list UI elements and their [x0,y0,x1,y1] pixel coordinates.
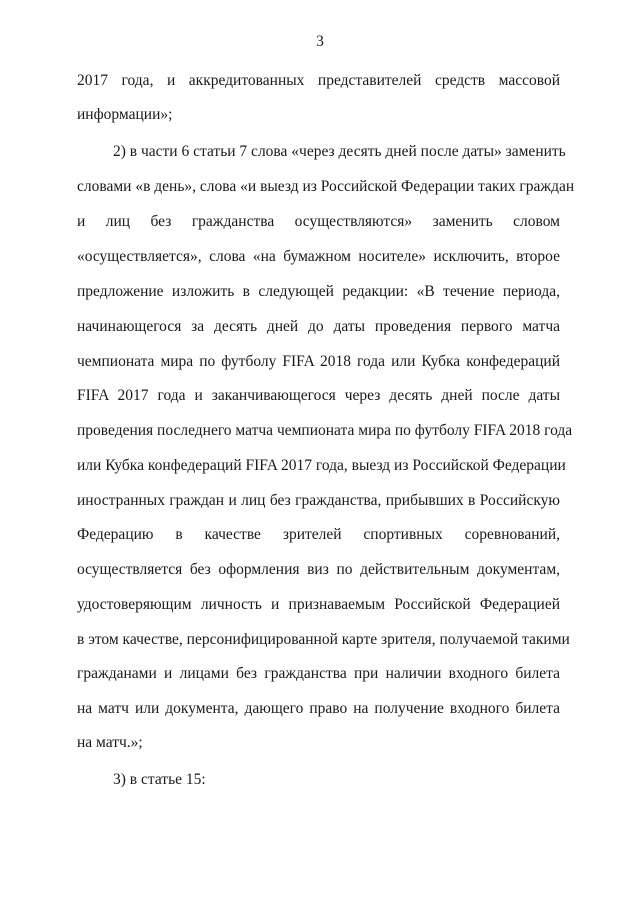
text-line: 3) в статье 15: [113,771,206,788]
text-line: на матч или документа, дающего право на получение входного билета [77,700,560,717]
text-line: предложение изложить в следующей редакции: «В течение периода, [77,283,560,300]
text-line: информации»; [77,106,173,123]
text-line: и лиц без гражданства осуществляются» заменить словом [77,213,560,230]
text-line: гражданами и лицами без гражданства при наличии входного билета [77,665,560,682]
text-line: или Кубка конфедераций FIFA 2017 года, выезд из Российской Федерации [77,457,566,474]
text-line: чемпионата мира по футболу FIFA 2018 года или Кубка конфедераций [77,353,560,370]
text-line: словами «в день», слова «и выезд из Российской Федерации таких граждан [77,178,575,195]
text-line: осуществляется без оформления виз по действительным документам, [77,561,560,578]
text-line: начинающегося за десять дней до даты проведения первого матча [77,318,560,335]
text-line: иностранных граждан и лиц без гражданства, прибывших в Российскую [77,492,560,509]
text-line: в этом качестве, персонифицированной карте зрителя, получаемой такими [77,631,570,648]
page-number: 3 [316,33,324,50]
text-line: 2) в части 6 статьи 7 слова «через десять дней после даты» заменить [113,143,566,160]
text-line: проведения последнего матча чемпионата мира по футболу FIFA 2018 года [77,422,573,439]
text-line: на матч.»; [77,734,143,751]
text-line: FIFA 2017 года и заканчивающегося через десять дней после даты [77,387,560,404]
text-line: удостоверяющим личность и признаваемым Российской Федерацией [77,596,560,613]
text-line: 2017 года, и аккредитованных представителей средств массовой [77,72,560,89]
text-line: Федерацию в качестве зрителей спортивных соревнований, [77,526,560,543]
text-line: «осуществляется», слова «на бумажном носителе» исключить, второе [77,248,560,265]
